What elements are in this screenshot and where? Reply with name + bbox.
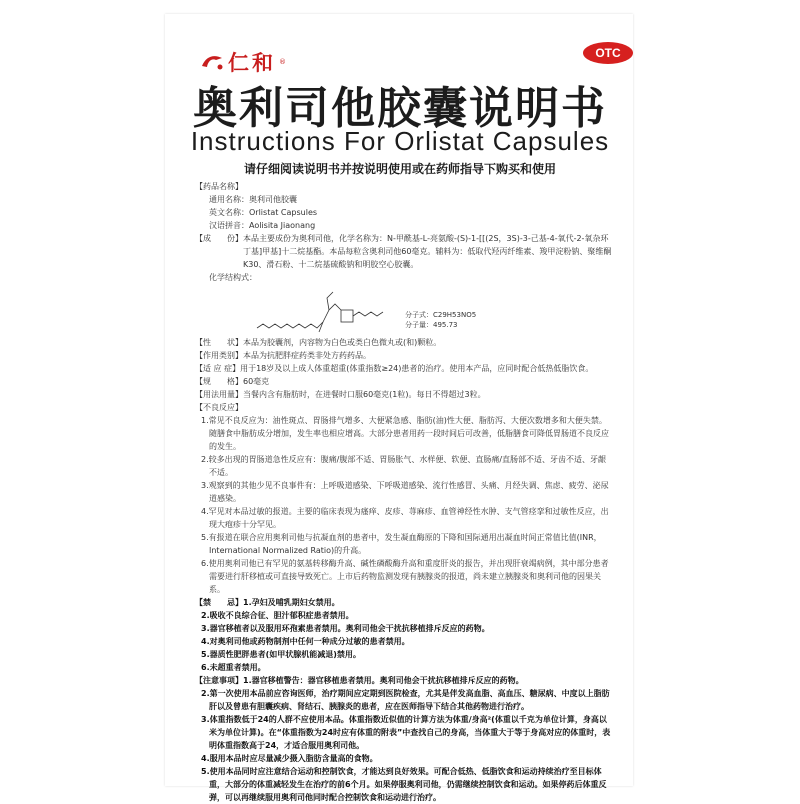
adverse-item: 5.有报道在联合应用奥利司他与抗凝血剂的患者中，发生凝血酶原的下降和国际通用出凝血时间正常值比值(INR，International Normalized Ratio)的升高。 (201, 533, 602, 555)
usage-advisory: 请仔细阅读说明书并按说明使用或在药师指导下购买和使用 (243, 162, 556, 176)
english-name: 英文名称：Orlistat Capsules (209, 208, 318, 217)
generic-name: 通用名称：奥利司他胶囊 (209, 195, 297, 204)
leaflet-body (195, 180, 613, 804)
ingredient-label: 【成 份】 (195, 234, 243, 243)
structure-diagram-icon (255, 288, 395, 336)
spec-section (195, 375, 613, 388)
adverse-item: 6.使用奥利司他已有罕见的氨基转移酶升高、碱性磷酸酶升高和重度肝炎的报告，并出现肝衰竭病例，其中部分患者需要进行肝移植或可直接导致死亡。上市后药物监测发现有胰腺炎的报道，尚未建立胰腺炎和奥利司他的因果关系。 (201, 559, 609, 594)
spec-text: 60毫克 (243, 377, 270, 386)
spec-label: 【规 格】 (195, 377, 243, 386)
caution-item: 2.第一次使用本品前应咨询医师，治疗期间应定期到医院检查，尤其是伴发高血脂、高血压、糖尿病、中度以上脂肪肝以及曾患有胆囊疾病、肾结石、胰腺炎的患者，应在医师指导下结合其他药物进行治疗。 (201, 689, 610, 711)
character-text: 本品为胶囊剂，内容物为白色或类白色微丸或(和)颗粒。 (243, 338, 442, 347)
contraindication-item: 6.未超重者禁用。 (201, 663, 266, 672)
ingredient-section (195, 232, 613, 271)
usage-section (195, 388, 613, 401)
pinyin-name: 汉语拼音：Aolisita Jiaonang (209, 221, 316, 230)
molecular-formula: 分子式：C29H53NO5 (405, 311, 477, 319)
caution-item: 5.使用本品同时应注意结合运动和控制饮食，才能达到良好效果。可配合低热、低脂饮食和运动持续治疗至目标体重，大部分的体重减轻发生在治疗的前6个月。如果停服奥利司他，仍需继续控制饮食和运动。如果停药后体重反弹，可以再继续服用奥利司他同时配合控制饮食和运动进行治疗。 (201, 767, 607, 802)
character-label: 【性 状】 (195, 338, 243, 347)
caution-item: 3.体重指数低于24的人群不应使用本品。体重指数近似值的计算方法为体重/身高²(体重以千克为单位计算，身高以米为单位计算)。在“体重指数为24时应有体重的附表”中查找自己的身高，当体重大于等于身高对应的体重时，表明体重指数高于24，才适合服用奥利司他。 (201, 715, 611, 750)
title-english: Instructions For Orlistat Capsules (190, 126, 610, 156)
usage-label: 【用法用量】 (195, 390, 243, 399)
adverse-label: 【不良反应】 (195, 403, 243, 412)
category-label: 【作用类别】 (195, 351, 243, 360)
otc-badge: OTC (583, 42, 633, 64)
category-section (195, 349, 613, 362)
indication-label: 【适 应 症】 (195, 364, 241, 373)
drug-name-label: 【药品名称】 (195, 182, 243, 191)
adverse-item: 3.观察到的其他少见不良事件有：上呼吸道感染、下呼吸道感染、流行性感冒、头痛、月经失调、焦虑、疲劳、泌尿道感染。 (201, 481, 609, 503)
adverse-item: 4.罕见对本品过敏的报道。主要的临床表现为瘙痒、皮疹、荨麻疹、血管神经性水肿、支气管痉挛和过敏性反应，出现大疱疹十分罕见。 (201, 507, 609, 529)
adverse-item: 2.较多出现的胃肠道急性反应有：腹痛/腹部不适、胃肠胀气、水样便、软便、直肠痛/直肠部不适、牙齿不适、牙龈不适。 (201, 455, 607, 477)
character-section (195, 336, 613, 349)
molecular-weight: 分子量：495.73 (405, 321, 458, 329)
brand-name: 仁和 (228, 51, 276, 75)
indication-text: 用于18岁及以上成人体重超重(体重指数≥24)患者的治疗。使用本产品，应同时配合低热低脂饮食。 (240, 364, 594, 373)
title-chinese: 奥利司他胶囊说明书 (193, 83, 607, 134)
caution-section (195, 674, 613, 687)
structure-label: 化学结构式： (209, 273, 257, 282)
caution-item: 1.器官移植警告：器官移植患者禁用。奥利司他会干扰抗移植排斥反应的药物。 (243, 676, 524, 685)
usage-text: 当餐内含有脂肪时，在进餐时口服60毫克(1粒)。每日不得超过3粒。 (243, 390, 486, 399)
contraindication-item: 3.器官移植者以及服用环孢素患者禁用。奥利司他会干扰抗移植排斥反应的药物。 (201, 624, 490, 633)
caution-label: 【注意事项】 (195, 676, 243, 685)
ingredient-text: 本品主要成份为奥利司他，化学名称为：N-甲酰基-L-亮氨酸-(S)-1-[[(2S，3S)-3-己基-4-氧代-2-氧杂环丁基]甲基]十二烷基酯。本品每粒含奥利司他60毫克。辅料为：低取代羟丙纤维素、羧甲淀粉钠、聚维酮K30、滑石粉、十二烷基硫酸钠和明胶空心胶囊。 (243, 234, 612, 269)
contraindication-label: 【禁 忌】 (195, 598, 243, 607)
contraindication-section (195, 596, 613, 609)
adverse-item: 1.常见不良反应为：油性斑点、胃肠排气增多、大便紧急感、脂肪(油)性大便、脂肪泻、大便次数增多和大便失禁。随膳食中脂肪成分增加，发生率也相应增高。大部分患者用药一段时间后可改善，低脂膳食可降低胃肠道不良反应的发生。 (201, 416, 609, 451)
contraindication-item: 5.器质性肥胖患者(如甲状腺机能减退)禁用。 (201, 650, 361, 659)
indication-section (195, 362, 613, 375)
category-text: 本品为抗肥胖症药类非处方药药品。 (243, 351, 371, 360)
contraindication-item: 2.吸收不良综合征、胆汁郁积症患者禁用。 (201, 611, 354, 620)
brand-mark-icon (200, 52, 226, 72)
caution-item: 4.服用本品时应尽量减少摄入脂肪含量高的食物。 (201, 754, 378, 763)
brand-registered-mark: ® (279, 58, 286, 66)
contraindication-item: 4.对奥利司他或药物制剂中任何一种成分过敏的患者禁用。 (201, 637, 410, 646)
chemical-structure (195, 284, 613, 336)
contraindication-item: 1.孕妇及哺乳期妇女禁用。 (243, 598, 340, 607)
